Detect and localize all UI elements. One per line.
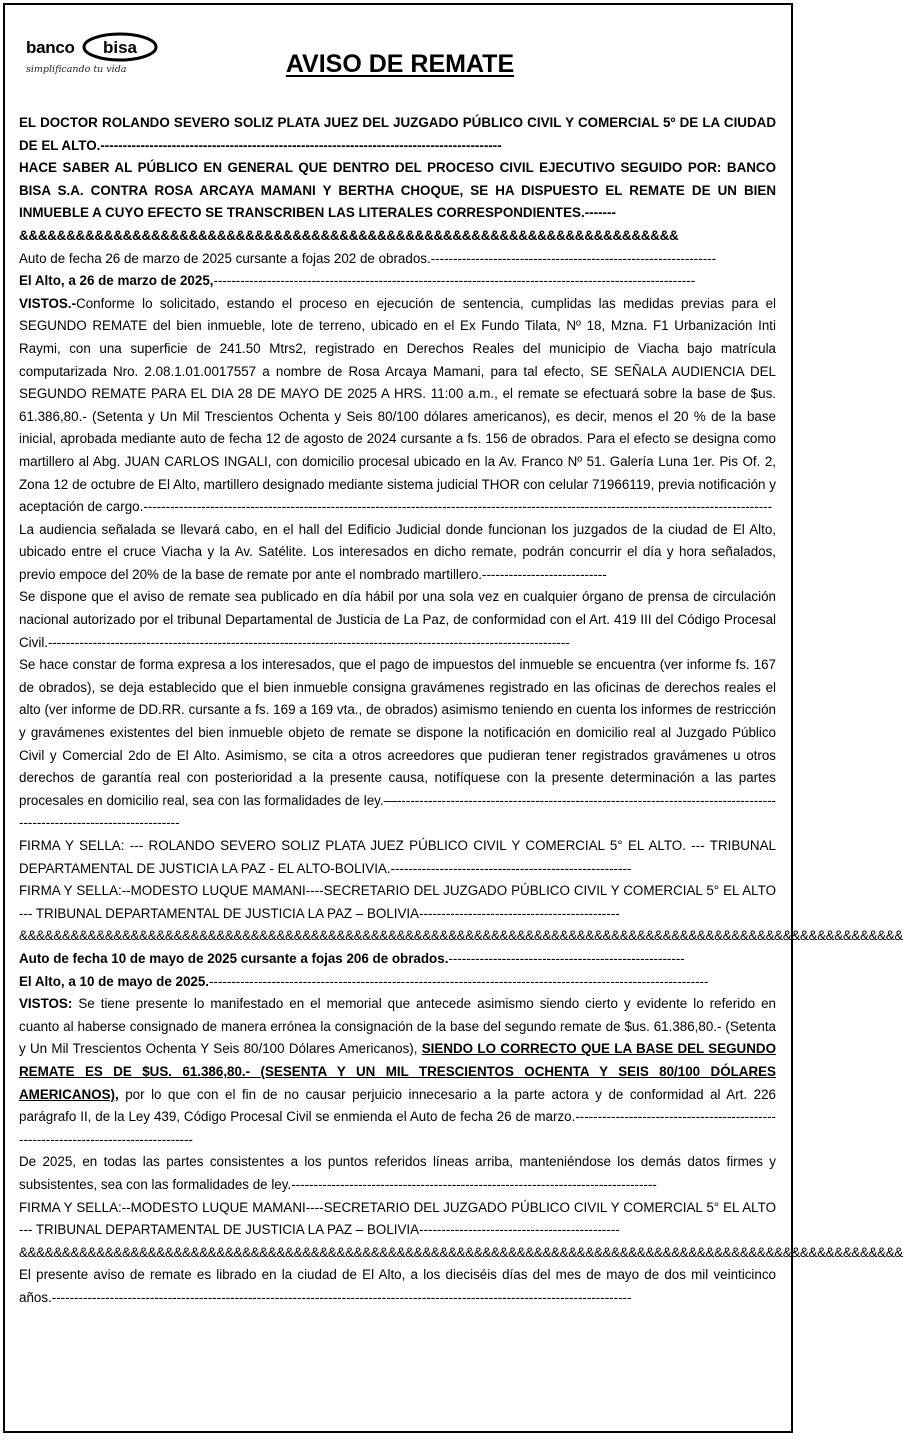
page-title: AVISO DE REMATE — [285, 50, 515, 78]
separator-amp-3: &&&&&&&&&&&&&&&&&&&&&&&&&&&&&&&&&&&&&&&&&&&&&&&&&&&&&&&&&&&&&&&&&&&&&&&&&&&&&&&&&&&&&&&&&&&&&&&&&&&&&&& — [19, 1244, 903, 1260]
auto2-place: El Alto, a 10 de mayo de 2025.---------------------------------------------------------------------------------------------------------------- — [19, 973, 709, 989]
auto1-publication: Se dispone que el aviso de remate sea publicado en día hábil por una sola vez en cualquier órgano de prensa de circulación nacional autorizado por el tribunal Departamental de Justicia de La Paz, de conformidad con el Art. 419 III del Código Procesal Civil.--------------------------------------------------------------------------------------------------------------------- — [19, 589, 776, 650]
auto2-sign-secretary: FIRMA Y SELLA:--MODESTO LUQUE MAMANI----SECRETARIO DEL JUZGADO PÚBLICO CIVIL Y COMERCIAL 5° EL ALTO --- TRIBUNAL DEPARTAMENTAL DE JUSTICIA LA PAZ – BOLIVIA--------------------------------------------- — [19, 1199, 776, 1238]
auto2-correction: SIENDO LO CORRECTO QUE LA BASE DEL SEGUNDO REMATE ES DE $US. 61.386,80.- (SESENTA Y UN MIL TRESCIENTOS OCHENTA Y SEIS 80/100 DÓLARES AMERICANOS), — [19, 1041, 776, 1102]
auto1-place: El Alto, a 26 de marzo de 2025,------------------------------------------------------------------------------------------------------------ — [19, 273, 696, 289]
logo-word: banco — [26, 38, 75, 57]
auto1-sign-secretary: FIRMA Y SELLA:--MODESTO LUQUE MAMANI----SECRETARIO DEL JUZGADO PÚBLICO CIVIL Y COMERCIAL 5° EL ALTO --- TRIBUNAL DEPARTAMENTAL DE JUSTICIA LA PAZ – BOLIVIA--------------------------------------------- — [19, 883, 776, 921]
auto2-vistos: VISTOS: Se tiene presente lo manifestado en el memorial que antecede asimismo siendo cierto y evidente lo referido en cuanto al haberse consignado de manera errónea la consignación de la base del segundo remate de $us. 61.386,80.- (Setenta y Un Mil Trescientos Ochenta Y Seis 80/100 Dólares Americanos), SIENDO LO CORRECTO QUE LA BASE DEL SEGUNDO REMATE ES DE $US. 61.386,80.- (SESENTA Y UN MIL TRESCIENTOS OCHENTA Y SEIS 80/100 DÓLARES AMERICANOS), por lo que con el fin de no causar perjuicio innecesario a la parte actora y de conformidad al Art. 226 parágrafo II, de la Ley 439, Código Procesal Civil se enmienda el Auto de fecha 26 de marzo.------------------------------------------------------------------------------------ — [19, 996, 776, 1147]
logo-tagline: simplificando tu vida — [26, 64, 127, 75]
separator-amp-2: &&&&&&&&&&&&&&&&&&&&&&&&&&&&&&&&&&&&&&&&&&&&&&&&&&&&&&&&&&&&&&&&&&&&&&&&&&&&&&&&&&&&&&&&&&&&&&&&&&&&&&& — [19, 928, 903, 944]
closing-text: El presente aviso de remate es librado en la ciudad de El Alto, a los dieciséis días del mes de mayo de dos mil veinticinco años.---------------------------------------------------------------------------------------------------------------------------------- — [19, 1267, 776, 1305]
header-notice: HACE SABER AL PÚBLICO EN GENERAL QUE DENTRO DEL PROCESO CIVIL EJECUTIVO SEGUIDO POR: BANCO BISA S.A. CONTRA ROSA ARCAYA MAMANI Y BERTHA CHOQUE, SE HA DISPUESTO EL REMATE DE UN BIEN INMUEBLE A CUYO EFECTO SE TRANSCRIBEN LAS LITERALES CORRESPONDIENTES.------- — [19, 160, 776, 221]
auto2-firm: De 2025, en todas las partes consistentes a los puntos referidos líneas arriba, manteniéndose los demás datos firmes y subsistentes, sea con las formalidades de ley.---------------------------------------------------------------------------------- — [19, 1154, 776, 1192]
logo-mark-text: bisa — [102, 38, 138, 57]
separator-amp: &&&&&&&&&&&&&&&&&&&&&&&&&&&&&&&&&&&&&&&&&&&&&&&&&&&&&&&&&&&&&&&&&&&&&& — [19, 227, 679, 243]
auto2-ref: Auto de fecha 10 de mayo de 2025 cursante a fojas 206 de obrados.----------------------------------------------------- — [19, 950, 685, 966]
document-body — [19, 112, 903, 1309]
auto1-ref: Auto de fecha 26 de marzo de 2025 cursante a fojas 202 de obrados.---------------------------------------------------------------- — [19, 250, 717, 266]
auto1-sign-judge: FIRMA Y SELLA: --- ROLANDO SEVERO SOLIZ PLATA JUEZ PÚBLICO CIVIL Y COMERCIAL 5° EL ALTO. --- TRIBUNAL DEPARTAMENTAL DE JUSTICIA LA PAZ - EL ALTO-BOLIVIA.------------------------------------------------------ — [19, 838, 776, 876]
auto1-vistos: VISTOS.-Conforme lo solicitado, estando el proceso en ejecución de sentencia, cumplidas las medidas previas para el SEGUNDO REMATE del bien inmueble, lote de terreno, ubicado en el Ex Fundo Tilata, Nº 18, Mzna. F1 Urbanización Inti Raymi, con una superficie de 241.50 Mtrs2, registrado en Derechos Reales del municipio de Viacha bajo matrícula computarizada Nro. 2.08.1.01.0017557 a nombre de Rosa Arcaya Mamani, para tal efecto, SE SEÑALA AUDIENCIA DEL SEGUNDO REMATE PARA EL DIA 28 DE MAYO DE 2025 A HRS. 11:00 a.m., el remate se efectuará sobre la base de $us. 61.386,80.- (Setenta y Un Mil Trescientos Ochenta y Seis 80/100 dólares americanos), es decir, menos el 20 % de la base inicial, aprobada mediante auto de fecha 12 de agosto de 2024 cursante a fs. 156 de obrados. Para el efecto se designa como martillero al Abg. JUAN CARLOS INGALI, con domicilio procesal ubicado en la Av. Franco Nº 51. Galería Luna 1er. Pis Of. 2, Zona 12 de octubre de El Alto, martillero designado mediante sistema judicial THOR con celular 71966119, previa notificación y aceptación de cargo.--------------------------------------------------------------------------------------------------------------------------------------------- — [19, 295, 776, 515]
auto1-taxes: Se hace constar de forma expresa a los interesados, que el pago de impuestos del inmueble se encuentra (ver informe fs. 167 de obrados), se deja establecido que el bien inmueble consigna gravámenes registrado en las oficinas de derechos reales el alto (ver informe de DD.RR. cursante a fs. 169 a 169 vta., de obrados) asimismo teniendo en cuenta los informes de restricción y gravámenes existentes del bien inmueble objeto de remate se dispone la notificación en domicilio real al Juzgado Público Civil y Comercial 2do de El Alto. Asimismo, se cita a otros acreedores que pudieran tener registrados gravámenes u otros derechos de garantía real con posterioridad a la presente causa, notifíquese con la presente determinación a las partes procesales en domicilio real, sea con las formalidades de ley.—------------------------------------------------------------------------------------------------------------------------- — [19, 657, 776, 831]
auto1-hearing: La audiencia señalada se llevará cabo, en el hall del Edificio Judicial donde funcionan los juzgados de la ciudad de El Alto, ubicado entre el cruce Viacha y la Av. Satélite. Los interesados en dicho remate, podrán concurrir el día y hora señalados, previo empoce del 20% de la base de remate por ante el nombrado martillero.---------------------------- — [19, 521, 776, 582]
header-judge: EL DOCTOR ROLANDO SEVERO SOLIZ PLATA JUEZ DEL JUZGADO PÚBLICO CIVIL Y COMERCIAL 5º DE LA CIUDAD DE EL ALTO.------------------------------------------------------------------------------------------ — [19, 115, 776, 153]
